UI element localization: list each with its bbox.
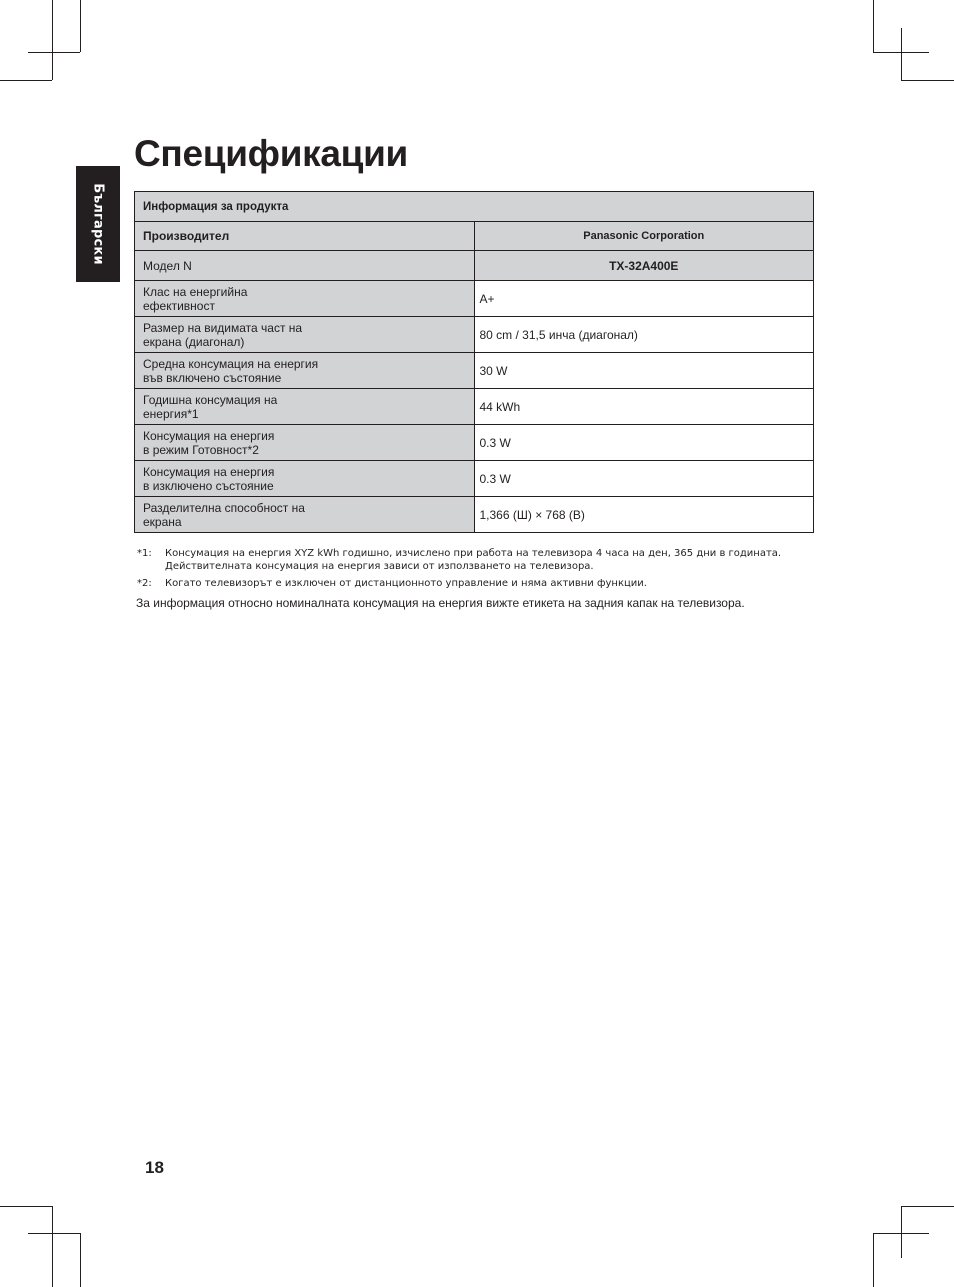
row-label: Консумация на енергия в режим Готовност*2 — [135, 425, 475, 461]
crop-mark — [0, 80, 52, 81]
row-value: 44 kWh — [474, 389, 814, 425]
page-title: Спецификации — [134, 133, 408, 174]
crop-mark — [873, 52, 929, 53]
energy-label-info: За информация относно номиналната консумация на енергия вижте етикета на задния капак на телевизора. — [136, 596, 745, 610]
row-value: A+ — [474, 281, 814, 317]
language-tab-label: Български — [90, 183, 106, 265]
row-value: 30 W — [474, 353, 814, 389]
model-value: TX-32A400E — [474, 251, 814, 281]
footnote — [137, 577, 817, 590]
table-row — [135, 497, 814, 533]
footnote-mark: *1: — [137, 548, 152, 559]
crop-mark — [901, 80, 954, 81]
crop-mark — [28, 1233, 80, 1234]
crop-mark — [873, 1233, 929, 1234]
crop-mark — [80, 0, 81, 52]
row-value: 80 cm / 31,5 инча (диагонал) — [474, 317, 814, 353]
footnotes — [137, 547, 817, 594]
row-value: 1,366 (Ш) × 768 (В) — [474, 497, 814, 533]
crop-mark — [901, 1206, 902, 1258]
row-label: Годишна консумация на енергия*1 — [135, 389, 475, 425]
row-label: Консумация на енергия в изключено състояние — [135, 461, 475, 497]
row-label: Средна консумация на енергия във включено състояние — [135, 353, 475, 389]
crop-mark — [0, 1206, 52, 1207]
crop-mark — [52, 1206, 53, 1287]
page-number: 18 — [145, 1158, 164, 1177]
crop-mark — [52, 0, 53, 80]
row-label: Разделителна способност на екрана — [135, 497, 475, 533]
footnote-text: Консумация на енергия XYZ kWh годишно, изчислено при работа на телевизора 4 часа на ден, 365 дни в годината. Действителната консумация на енергия зависи от използването на телевизора. — [165, 548, 782, 572]
table-header: Информация за продукта — [135, 192, 814, 222]
manufacturer-label: Производител — [135, 222, 475, 251]
footnote-mark: *2: — [137, 578, 152, 589]
crop-mark — [901, 1206, 954, 1207]
table-row — [135, 389, 814, 425]
language-tab — [76, 166, 120, 282]
table-row — [135, 461, 814, 497]
crop-mark — [873, 1233, 874, 1287]
row-value: 0.3 W — [474, 461, 814, 497]
manufacturer-value: Panasonic Corporation — [474, 222, 814, 251]
footnote — [137, 547, 817, 573]
row-value: 0.3 W — [474, 425, 814, 461]
model-label: Модел N — [135, 251, 475, 281]
row-label: Размер на видимата част на екрана (диагонал) — [135, 317, 475, 353]
table-row — [135, 353, 814, 389]
footnote-text: Когато телевизорът е изключен от дистанционното управление и няма активни функции. — [165, 578, 647, 589]
table-header-row — [135, 192, 814, 222]
crop-mark — [901, 28, 902, 80]
model-row — [135, 251, 814, 281]
row-label: Клас на енергийна ефективност — [135, 281, 475, 317]
crop-mark — [873, 0, 874, 52]
table-row — [135, 281, 814, 317]
table-row — [135, 425, 814, 461]
specifications-table — [134, 191, 814, 533]
manufacturer-row — [135, 222, 814, 251]
crop-mark — [28, 52, 80, 53]
crop-mark — [80, 1233, 81, 1287]
table-row — [135, 317, 814, 353]
